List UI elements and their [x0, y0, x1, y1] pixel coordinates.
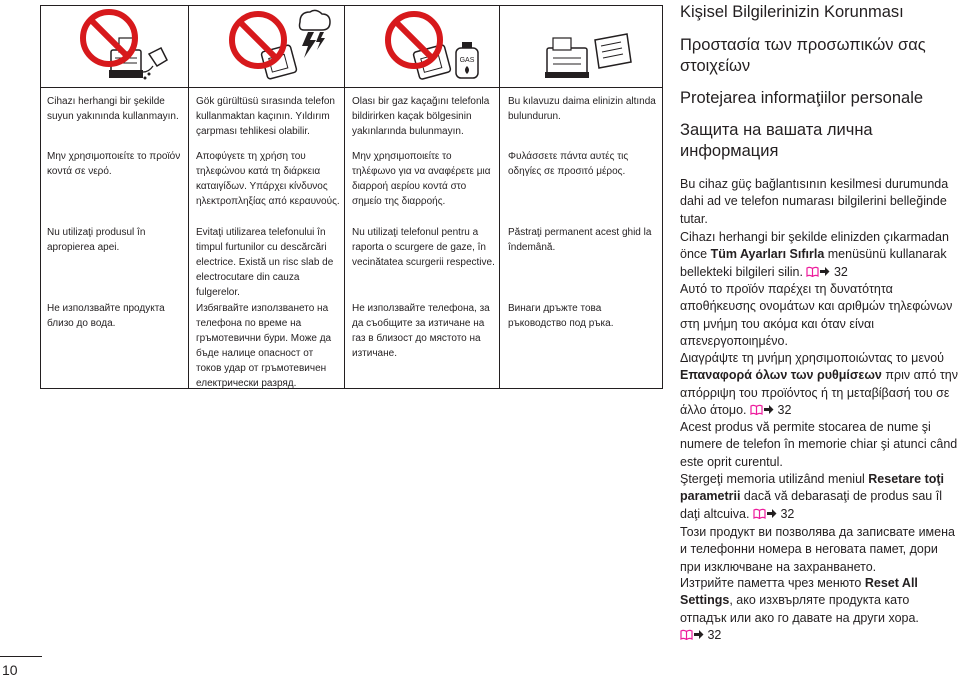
page-reference: 32 — [750, 403, 791, 417]
col3-el: Μην χρησιμοποιείτε το τηλέφωνο για να αναφέρετε μια διαρροή αερίου κοντά στο σημείο της διαρροής. — [352, 151, 491, 207]
page-reference: 32 — [753, 507, 794, 521]
col2-tr: Gök gürültüsü sırasında telefon kullanmaktan kaçının. Yıldırım çarpması tehlikesi olabilir. — [196, 96, 335, 137]
safety-table — [40, 5, 663, 389]
col2-ro: Evitaţi utilizarea telefonului în timpul furtunilor cu descărcări electrice. Există un risc slab de electrocutare din cauza fulgerelor. — [196, 227, 334, 298]
no-phone-near-gas-icon — [352, 8, 492, 84]
col3-ro: Nu utilizaţi telefonul pentru a raporta o scurgere de gaze, în vecinătatea scurgerii respective. — [352, 227, 495, 268]
arrow-icon — [766, 508, 777, 519]
title-el: Προστασία των προσωπικών σας στοιχείων — [680, 36, 926, 75]
arrow-icon — [763, 404, 774, 415]
no-thunderstorm-phone-icon — [196, 8, 336, 84]
title-ro: Protejarea informaţiilor personale — [680, 89, 924, 107]
page-reference: 32 — [680, 628, 721, 642]
book-icon — [750, 404, 763, 415]
page-number: 10 — [0, 660, 36, 681]
paragraph-ro-2: Ştergeţi memoria utilizând meniul Resetare toţi parametrii dacă vă debarasaţi de produs sau îl daţi altcuiva. 32 — [680, 472, 945, 521]
gas-label: GAS — [459, 57, 475, 64]
col3-bg: Не използвайте телефона, за да съобщите за изтичане на газ в близост до мястото на изтичане. — [352, 303, 490, 359]
col4-ro: Păstraţi permanent acest ghid la îndemână. — [508, 227, 652, 253]
col4-bg: Винаги дръжте това ръководство под ръка. — [508, 303, 614, 329]
col1-el: Μην χρησιμοποιείτε το προϊόν κοντά σε νερό. — [47, 151, 181, 177]
arrow-icon — [693, 629, 704, 640]
page-number-rule — [0, 656, 42, 657]
paragraph-el-1: Αυτό το προϊόν παρέχει τη δυνατότητα αποθήκευσης ονομάτων και αριθμών τηλεφώνων στη μνήμη του ακόμα και όταν είναι απενεργοποιημένο. — [680, 282, 953, 349]
no-water-icon — [49, 8, 181, 84]
paragraph-bg-1: Този продукт ви позволява да записвате имена и телефонни номера в неговата памет, дори при изключване на захранването. — [680, 525, 955, 574]
paragraph-el-2: Διαγράψτε τη μνήμη χρησιμοποιώντας το μενού Επαναφορά όλων των ρυθμίσεων πριν από την απόρριψη του προϊόντος ή τη μεταβίβασή του σε άλλο άτομο. 32 — [680, 351, 958, 418]
title-bg: Защита на вашата лична информация — [680, 121, 873, 160]
paragraph-tr-2: Cihazı herhangi bir şekilde elinizden çıkarmadan önce Tüm Ayarları Sıfırla menüsünü kullanarak bellekteki bilgileri silin. 32 — [680, 230, 949, 279]
col2-bg: Избягвайте използването на телефона по време на гръмотевични бури. Може да бъде налице опасност от токов удар от гръмотевичен електрически разряд. — [196, 303, 332, 389]
col4-el: Φυλάσσετε πάντα αυτές τις οδηγίες σε προσιτό μέρος. — [508, 151, 629, 177]
col1-tr: Cihazı herhangi bir şekilde suyun yakınında kullanmayın. — [47, 96, 179, 122]
col3-tr: Olası bir gaz kaçağını telefonla bildirirken kaçak bölgesinin yakınlarında bulunmayın. — [352, 96, 490, 137]
page-reference: 32 — [806, 265, 847, 279]
col2-el: Αποφύγετε τη χρήση του τηλεφώνου κατά τη διάρκεια καταιγίδων. Υπάρχει κίνδυνος ηλεκτροπληξίας από κεραυνούς. — [196, 151, 340, 207]
title-tr: Kişisel Bilgilerinizin Korunması — [680, 3, 904, 21]
paragraph-bg-2: Изтрийте паметта чрез менюто Reset All Settings, ако изхвърляте продукта като отпадък или ако го давате на други хора. 32 — [680, 576, 919, 643]
paragraph-ro-1: Acest produs vă permite stocarea de nume şi numere de telefon în memorie chiar şi atunci când este oprit curentul. — [680, 420, 958, 469]
col1-ro: Nu utilizaţi produsul în apropierea apei. — [47, 227, 146, 253]
book-icon — [753, 508, 766, 519]
book-icon — [680, 629, 693, 640]
paragraph-tr-1: Bu cihaz güç bağlantısının kesilmesi durumunda dahi ad ve telefon numarası bilgilerini belleğinde tutar. — [680, 177, 949, 226]
col1-bg: Не използвайте продукта близо до вода. — [47, 303, 165, 329]
col4-tr: Bu kılavuzu daima elinizin altında bulundurun. — [508, 96, 656, 122]
manual-icon — [509, 8, 649, 84]
book-icon — [806, 266, 819, 277]
arrow-icon — [819, 266, 830, 277]
